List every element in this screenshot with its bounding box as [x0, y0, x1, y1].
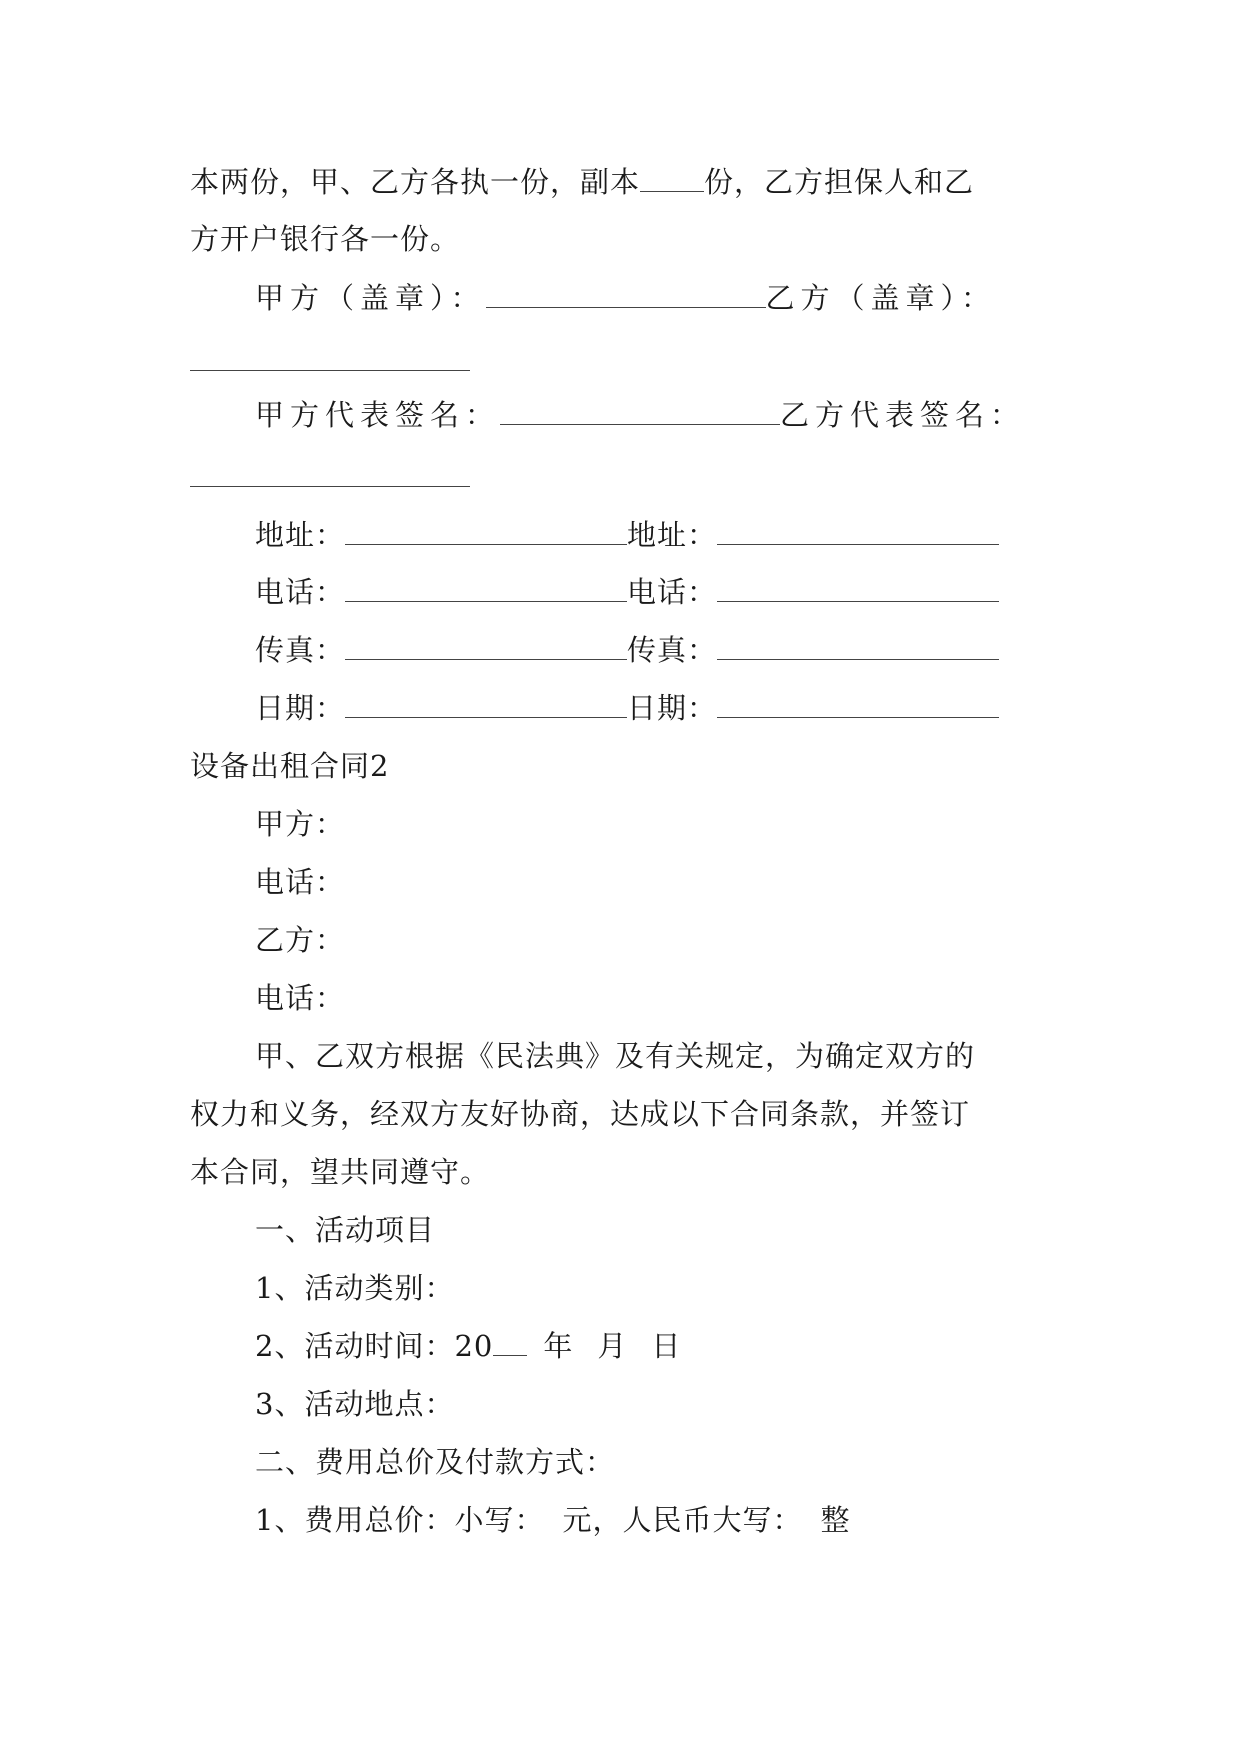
party-b-phone-label: 电话：	[255, 981, 346, 1015]
item2-row	[255, 1326, 1125, 1366]
day-label: 日	[651, 1329, 682, 1363]
section1-heading	[255, 1210, 1125, 1250]
fax-a-blank	[345, 631, 627, 660]
phone-row	[255, 572, 1125, 612]
intro-text-2: 权力和义务，经双方友好协商，达成以下合同条款，并签订	[190, 1097, 971, 1131]
address-a-blank	[345, 516, 627, 545]
fax-b-blank	[717, 631, 999, 660]
intro-text-3: 本合同，望共同遵守。	[190, 1155, 491, 1189]
party-b-seal-label: 乙方（盖章）：	[765, 281, 997, 315]
item1-row	[255, 1268, 1125, 1308]
date-b-label: 日期：	[627, 691, 718, 725]
party-b-seal-blank	[190, 370, 470, 371]
party-a-rep-label: 甲方代表签名：	[255, 398, 501, 432]
copies-blank	[640, 163, 704, 192]
address-b-label: 地址：	[627, 518, 718, 552]
year-blank	[493, 1327, 527, 1356]
party-a-seal-blank	[486, 279, 766, 308]
date-b-blank	[717, 689, 999, 718]
date-a-blank	[345, 689, 627, 718]
activity-type-label: 1、活动类别：	[255, 1271, 455, 1305]
party-b-phone-row	[255, 978, 1125, 1018]
phone-a-blank	[345, 573, 627, 602]
contract2-title-text: 设备出租合同2	[190, 749, 390, 783]
party-a-label: 甲方：	[255, 807, 346, 841]
intro-line2	[190, 1094, 1060, 1134]
fee-small-label: 1、费用总价：小写：	[255, 1503, 545, 1537]
intro-line1	[255, 1036, 1125, 1076]
fee-row	[255, 1500, 1125, 1540]
party-b-rep-label: 乙方代表签名：	[780, 398, 1026, 432]
phone-b-blank	[717, 573, 999, 602]
section1-title: 一、活动项目	[255, 1213, 436, 1247]
party-b-rep-blank	[190, 486, 470, 487]
intro-text-1: 甲、乙双方根据《民法典》及有关规定，为确定双方的	[255, 1039, 976, 1073]
address-b-blank	[717, 516, 999, 545]
para1-text-b: 份，乙方担保人和乙	[704, 165, 975, 199]
para1-text-line2: 方开户银行各一份。	[190, 222, 461, 256]
para1-line1	[190, 162, 1060, 202]
activity-place-label: 3、活动地点：	[255, 1387, 455, 1421]
party-b-row	[255, 920, 1125, 960]
party-a-row	[255, 804, 1125, 844]
date-row	[255, 688, 1125, 728]
contract2-title	[190, 746, 1060, 786]
fee-yuan-label: 元，人民币大写：	[562, 1503, 803, 1537]
section2-heading	[255, 1442, 1125, 1482]
fax-b-label: 传真：	[627, 633, 718, 667]
para1-text-a: 本两份，甲、乙方各执一份，副本	[190, 165, 641, 199]
party-a-phone-row	[255, 862, 1125, 902]
party-a-rep-blank	[500, 396, 780, 425]
party-a-phone-label: 电话：	[255, 865, 346, 899]
fax-a-label: 传真：	[255, 633, 346, 667]
seal-row	[255, 278, 1125, 318]
address-a-label: 地址：	[255, 518, 346, 552]
fee-whole-label: 整	[820, 1503, 851, 1537]
phone-b-label: 电话：	[627, 575, 718, 609]
intro-line3	[190, 1152, 1060, 1192]
month-label: 月	[597, 1329, 628, 1363]
party-b-label: 乙方：	[255, 923, 346, 957]
rep-sign-row	[255, 395, 1125, 435]
date-a-label: 日期：	[255, 691, 346, 725]
item3-row	[255, 1384, 1125, 1424]
party-a-seal-label: 甲方（盖章）：	[255, 281, 486, 315]
year-label: 年	[543, 1329, 574, 1363]
section2-title: 二、费用总价及付款方式：	[255, 1445, 616, 1479]
address-row	[255, 515, 1125, 555]
fax-row	[255, 630, 1125, 670]
activity-time-label: 2、活动时间：20	[255, 1329, 494, 1363]
para1-line2	[190, 219, 1060, 259]
phone-a-label: 电话：	[255, 575, 346, 609]
